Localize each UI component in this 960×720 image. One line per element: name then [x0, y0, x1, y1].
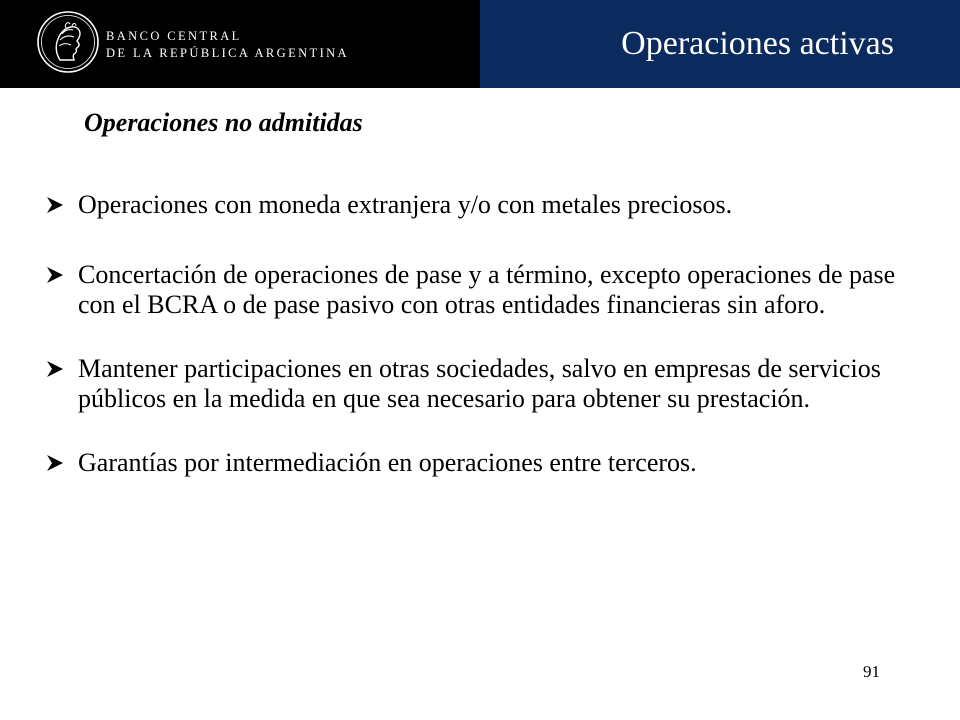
bullet-item [46, 260, 926, 320]
bullet-item [46, 448, 926, 478]
slide-subtitle: Operaciones no admitidas [84, 108, 363, 137]
page-number: 91 [863, 662, 880, 681]
bullet-text: Garantías por intermediación en operaciones entre terceros. [78, 448, 697, 477]
bullet-item [46, 190, 926, 220]
bullet-text: Operaciones con moneda extranjera y/o con metales preciosos. [78, 190, 733, 219]
bank-name-line2: DE LA REPÚBLICA ARGENTINA [106, 46, 349, 60]
bullet-item [46, 354, 926, 414]
bank-name-line1: BANCO CENTRAL [106, 29, 242, 43]
arrowhead-bullet-icon [46, 354, 78, 384]
arrowhead-bullet-icon [46, 448, 78, 478]
arrowhead-bullet-icon [46, 190, 78, 220]
bank-name [106, 28, 349, 62]
bcra-effigy-logo-icon [36, 10, 100, 74]
section-title: Operaciones activas [621, 25, 894, 62]
header-brand-panel [0, 0, 480, 88]
bullet-text: Concertación de operaciones de pase y a término, excepto operaciones de pase con el BCRA o de pase pasivo con otras entidades financieras sin aforo. [78, 260, 896, 319]
arrowhead-bullet-icon [46, 260, 78, 290]
bullet-text: Mantener participaciones en otras sociedades, salvo en empresas de servicios públicos en la medida en que sea necesario para obtener su prestación. [78, 354, 881, 413]
header-title-panel [480, 0, 960, 88]
bullet-list [46, 190, 926, 512]
